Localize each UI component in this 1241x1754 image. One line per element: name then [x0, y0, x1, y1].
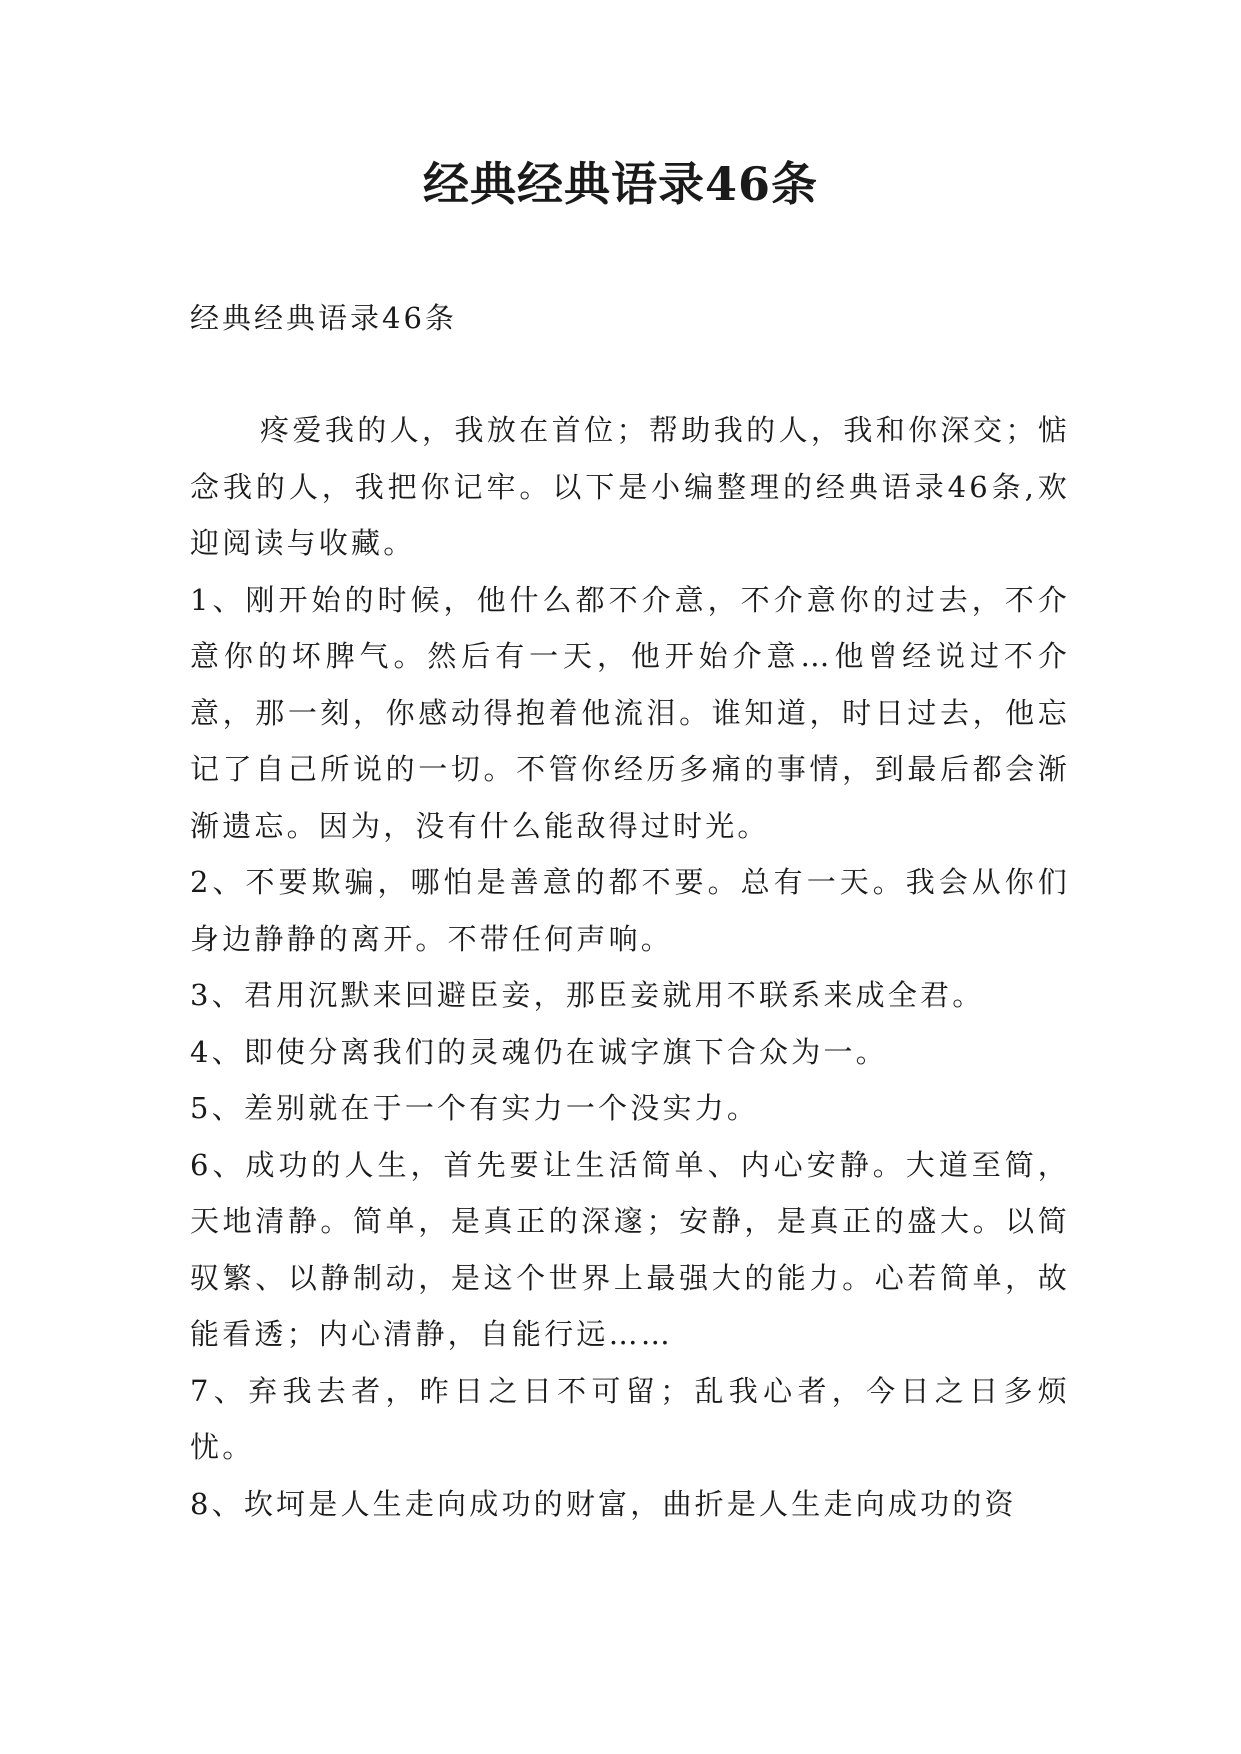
intro-paragraph: 疼爱我的人，我放在首位；帮助我的人，我和你深交；惦念我的人，我把你记牢。以下是小编整理的经典语录46条,欢迎阅读与收藏。	[190, 413, 1070, 560]
document-body	[190, 402, 1070, 1532]
quote-paragraph-2: 2、不要欺骗，哪怕是善意的都不要。总有一天。我会从你们身边静静的离开。不带任何声响。	[190, 865, 1070, 956]
quote-paragraph-5: 5、差别就在于一个有实力一个没实力。	[190, 1091, 760, 1125]
quote-paragraph-1: 1、刚开始的时候，他什么都不介意，不介意你的过去，不介意你的坏脾气。然后有一天，他开始介意…他曾经说过不介意，那一刻，你感动得抱着他流泪。谁知道，时日过去，他忘记了自己所说的一切。不管你经历多痛的事情，到最后都会渐渐遗忘。因为，没有什么能敌得过时光。	[190, 582, 1070, 843]
quote-paragraph-6: 6、成功的人生，首先要让生活简单、内心安静。大道至简，天地清静。简单，是真正的深邃；安静，是真正的盛大。以简驭繁、以静制动，是这个世界上最强大的能力。心若简单，故能看透；内心清静，自能行远……	[190, 1147, 1070, 1351]
page-title: 经典经典语录46条	[422, 157, 818, 211]
quote-paragraph-7: 7、弃我去者，昨日之日不可留；乱我心者，今日之日多烦忧。	[190, 1373, 1070, 1464]
quote-paragraph-8: 8、坎坷是人生走向成功的财富，曲折是人生走向成功的资	[190, 1486, 1017, 1521]
document-subtitle: 经典经典语录46条	[190, 301, 457, 335]
quote-paragraph-3: 3、君用沉默来回避臣妾，那臣妾就用不联系来成全君。	[190, 978, 985, 1012]
quote-paragraph-4: 4、即使分离我们的灵魂仍在诚字旗下合众为一。	[190, 1034, 888, 1069]
